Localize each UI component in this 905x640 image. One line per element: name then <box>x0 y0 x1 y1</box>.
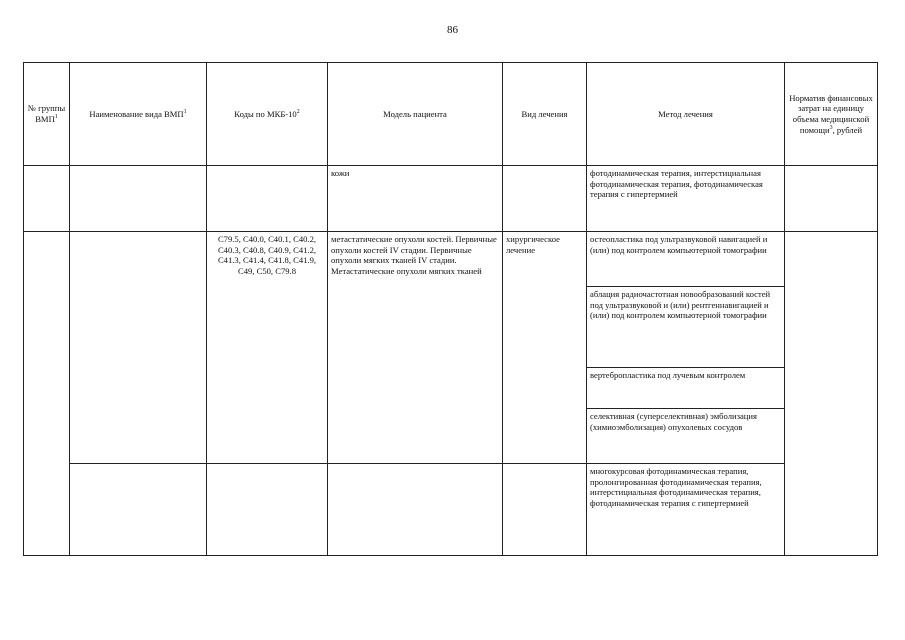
table-row <box>24 166 878 232</box>
cell-group-no <box>24 232 70 556</box>
cell-treatment-type: хирургическое лечение <box>503 232 587 464</box>
cell-treatment-method: многокурсовая фотодинамическая терапия, пролонгированная фотодинамическая терапия, интерстициальная фотодинамическая терапия, фотодинамическая терапия с гипертермией <box>587 464 785 556</box>
cell-patient-model <box>328 464 503 556</box>
cell-norm <box>785 232 878 556</box>
cell-treatment-method: вертебропластика под лучевым контролем <box>587 368 785 409</box>
cell-icd-codes <box>207 464 328 556</box>
cell-icd-codes: C79.5, C40.0, C40.1, C40.2, C40.3, C40.8, C40.9, C41.2, C41.3, C41.4, C41.8, C41.9, C49, C50, C79.8 <box>207 232 328 464</box>
header-treatment-method: Метод лечения <box>587 63 785 166</box>
cell-norm <box>785 166 878 232</box>
cell-patient-model: кожи <box>328 166 503 232</box>
cell-treatment-method: селективная (суперселективная) эмболизация (химиоэмболизация) опухолевых сосудов <box>587 409 785 464</box>
page-number: 86 <box>447 24 458 36</box>
cell-group-no <box>24 166 70 232</box>
cell-treatment-method: остеопластика под ультразвуковой навигацией и (или) под контролем компьютерной томографии <box>587 232 785 287</box>
cell-treatment-method: аблация радиочастотная новообразований костей под ультразвуковой и (или) рентгеннавигацией и (или) под контролем компьютерной томографии <box>587 287 785 368</box>
cell-patient-model: метастатические опухоли костей. Первичные опухоли костей IV стадии. Первичные опухоли мягких тканей IV стадии. Метастатические опухоли мягких тканей <box>328 232 503 464</box>
header-icd-codes: Коды по МКБ-$10^2$ <box>207 63 328 166</box>
table-row <box>24 464 878 556</box>
cell-vmp-name <box>70 464 207 556</box>
cell-treatment-type <box>503 166 587 232</box>
vmp-table <box>23 62 878 556</box>
table-header-row <box>24 63 878 166</box>
header-group-no: № группы ВМП$^1$ <box>24 63 70 166</box>
header-vmp-name: Наименование вида ВМП$^1$ <box>70 63 207 166</box>
table-row <box>24 232 878 287</box>
header-treatment-type: Вид лечения <box>503 63 587 166</box>
header-patient-model: Модель пациента <box>328 63 503 166</box>
cell-treatment-type <box>503 464 587 556</box>
cell-vmp-name <box>70 232 207 464</box>
cell-icd-codes <box>207 166 328 232</box>
header-norm: Норматив финансовых затрат на единицу объема медицинской помощи$^3$, рублей <box>785 63 878 166</box>
cell-treatment-method: фотодинамическая терапия, интерстициальная фотодинамическая терапия, фотодинамическая терапия с гипертермией <box>587 166 785 232</box>
cell-vmp-name <box>70 166 207 232</box>
